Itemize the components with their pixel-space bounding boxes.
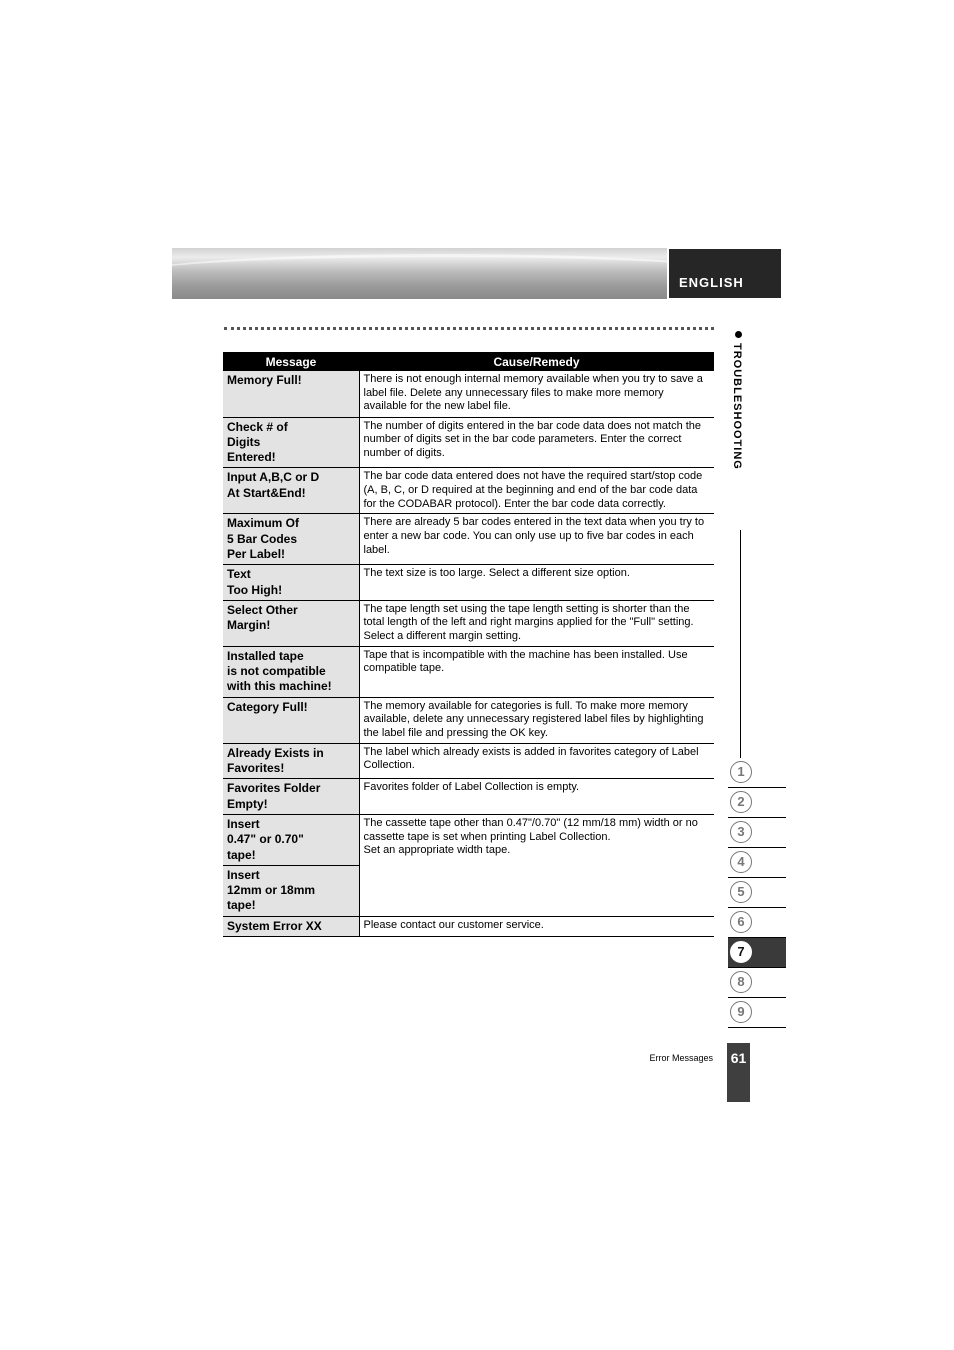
cause-cell: The cassette tape other than 0.47"/0.70" (12 mm/18 mm) width or no cassette tape is set when printing Label Collection. Set an appropriate width tape.: [359, 814, 714, 916]
message-cell: Already Exists in Favorites!: [223, 743, 359, 779]
message-cell: Input A,B,C or D At Start&End!: [223, 468, 359, 514]
section-title: TROUBLESHOOTING: [731, 343, 743, 470]
chapter-number: 4: [730, 851, 752, 873]
table-row: [223, 514, 714, 565]
cause-cell: The text size is too large. Select a different size option.: [359, 565, 714, 601]
error-messages-table: [223, 352, 714, 937]
cause-cell: There are already 5 bar codes entered in the text data when you try to enter a new bar code. You can only use up to five bar codes in each label.: [359, 514, 714, 565]
cause-cell: The memory available for categories is full. To make more memory available, delete any unnecessary registered label files by highlighting the label file and pressing the OK key.: [359, 697, 714, 743]
chapter-number: 3: [730, 821, 752, 843]
chapter-tab-6[interactable]: [728, 908, 786, 938]
language-tab: [669, 249, 781, 298]
message-cell: Insert 12mm or 18mm tape!: [223, 865, 359, 916]
cause-cell: The number of digits entered in the bar code data does not match the number of digits set in the bar code parameters. Enter the correct number of digits.: [359, 417, 714, 468]
message-cell: Maximum Of 5 Bar Codes Per Label!: [223, 514, 359, 565]
chapter-tab-7[interactable]: [728, 938, 786, 968]
sidebar-rule: [740, 530, 741, 758]
cause-cell: The tape length set using the tape length setting is shorter than the total length of the left and right margins applied for the "Full" setting. Select a different margin setting.: [359, 600, 714, 646]
message-cell: Select Other Margin!: [223, 600, 359, 646]
cause-cell: The bar code data entered does not have the required start/stop code (A, B, C, or D required at the beginning and end of the bar code data for the CODABAR protocol). Enter the bar code data correctly.: [359, 468, 714, 514]
cause-cell: The label which already exists is added in favorites category of Label Collection.: [359, 743, 714, 779]
table-header-row: [223, 352, 714, 371]
chapter-number: 1: [730, 761, 752, 783]
chapter-tab-9[interactable]: [728, 998, 786, 1028]
footer-section-label: Error Messages: [649, 1053, 713, 1063]
chapter-tab-1[interactable]: [728, 758, 786, 788]
table-row: [223, 646, 714, 697]
table-row: [223, 371, 714, 417]
chapter-tab-3[interactable]: [728, 818, 786, 848]
chapter-tab-5[interactable]: [728, 878, 786, 908]
page-number: 61: [730, 1050, 747, 1066]
table-row: [223, 916, 714, 936]
cause-cell: Please contact our customer service.: [359, 916, 714, 936]
table-row: [223, 468, 714, 514]
cause-cell: Favorites folder of Label Collection is empty.: [359, 779, 714, 815]
table-row: [223, 600, 714, 646]
message-cell: Category Full!: [223, 697, 359, 743]
column-header-message: Message: [223, 352, 359, 371]
chapter-number: 7: [730, 941, 752, 963]
bullet-icon: [735, 331, 742, 338]
column-header-cause: Cause/Remedy: [359, 352, 714, 371]
message-cell: Insert 0.47" or 0.70" tape!: [223, 814, 359, 865]
chapter-number: 2: [730, 791, 752, 813]
table-row: [223, 417, 714, 468]
chapter-tab-4[interactable]: [728, 848, 786, 878]
chapter-number: 9: [730, 1001, 752, 1023]
message-cell: Installed tape is not compatible with this machine!: [223, 646, 359, 697]
dotted-divider: [224, 327, 714, 330]
table-row: [223, 743, 714, 779]
message-cell: Memory Full!: [223, 371, 359, 417]
message-cell: Check # of Digits Entered!: [223, 417, 359, 468]
chapter-number: 8: [730, 971, 752, 993]
header-banner: [172, 248, 667, 299]
chapter-number: 5: [730, 881, 752, 903]
message-cell: Favorites Folder Empty!: [223, 779, 359, 815]
cause-cell: There is not enough internal memory available when you try to save a label file. Delete any unnecessary files to make more memory available for the new label file.: [359, 371, 714, 417]
cause-cell: Tape that is incompatible with the machine has been installed. Use compatible tape.: [359, 646, 714, 697]
table-row: [223, 565, 714, 601]
message-cell: System Error XX: [223, 916, 359, 936]
table-row: [223, 697, 714, 743]
chapter-number: 6: [730, 911, 752, 933]
message-cell: Text Too High!: [223, 565, 359, 601]
table-row: [223, 814, 714, 865]
language-label: ENGLISH: [679, 275, 744, 290]
chapter-tab-2[interactable]: [728, 788, 786, 818]
chapter-tab-8[interactable]: [728, 968, 786, 998]
table-row: [223, 779, 714, 815]
